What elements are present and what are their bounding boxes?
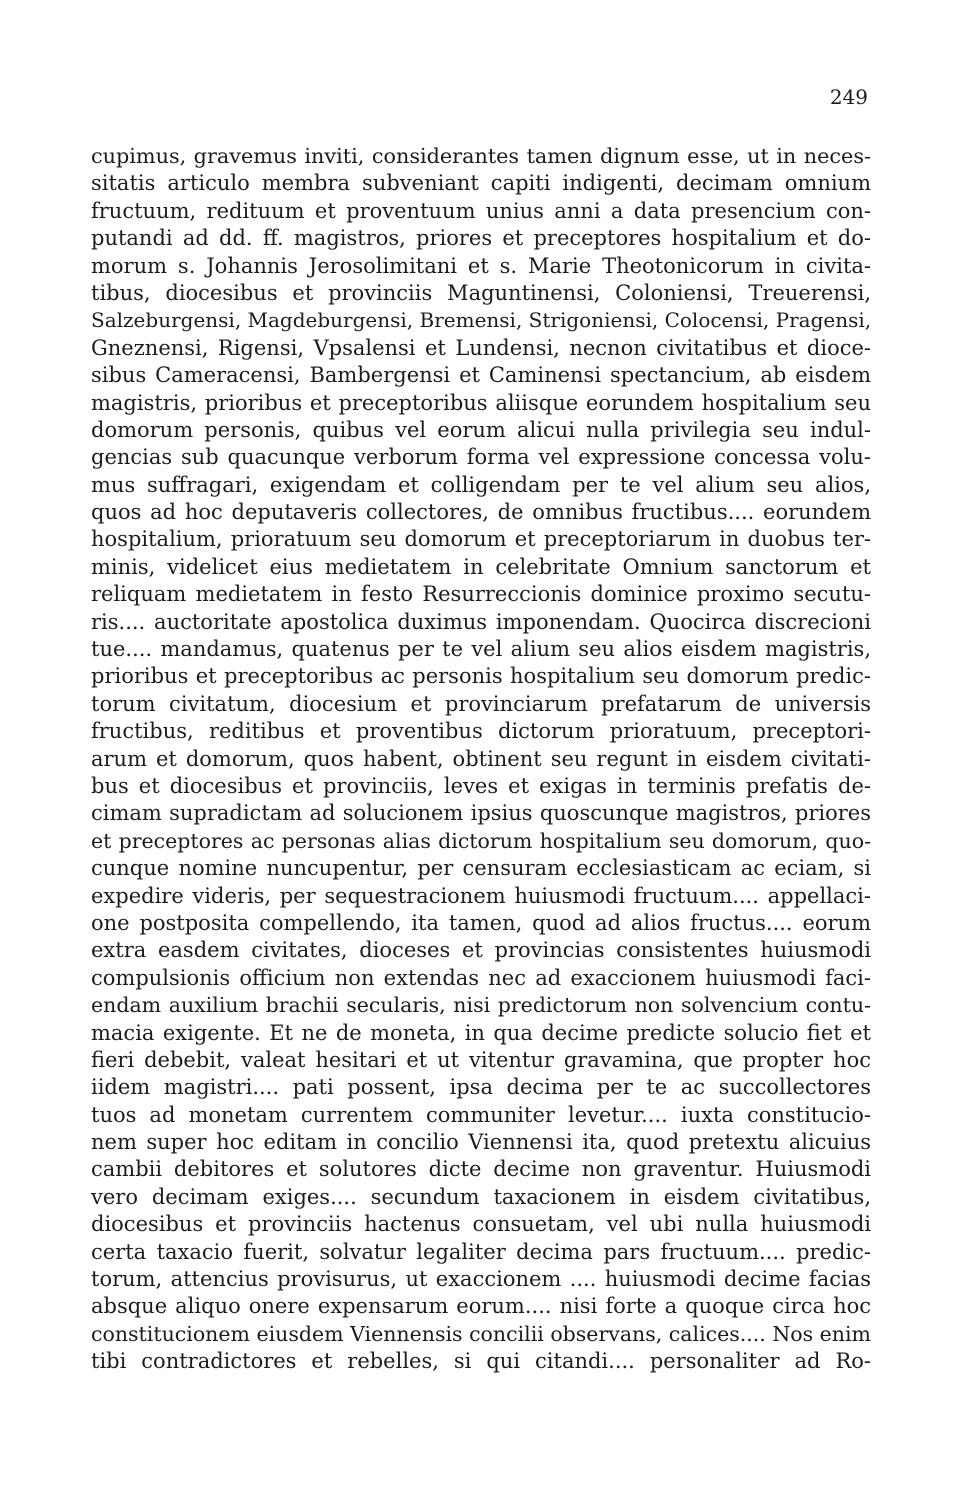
- text-line: macia exigente. Et ne de moneta, in qua decime predicte solucio fiet et: [91, 1020, 871, 1045]
- text-line: fructuum, redituum et proventuum unius anni a data presencium con-: [91, 198, 871, 223]
- text-line: reliquam medietatem in festo Resurreccionis dominice proximo secutu-: [91, 582, 871, 607]
- text-line: iidem magistri.... pati possent, ipsa decima per te ac succollectores: [91, 1075, 871, 1100]
- text-line: et preceptores ac personas alias dictorum hospitalium seu domorum, quo-: [91, 828, 871, 853]
- text-line: torum, attencius provisurus, ut exaccionem .... huiusmodi decime facias: [91, 1267, 871, 1292]
- text-line: cimam supradictam ad solucionem ipsius quoscunque magistros, priores: [91, 801, 871, 826]
- text-line: compulsionis officium non extendas nec ad exaccionem huiusmodi faci-: [91, 965, 871, 990]
- text-line: prioribus et preceptoribus ac personis hospitalium seu domorum predic-: [91, 664, 871, 689]
- text-line: putandi ad dd. ff. magistros, priores et preceptores hospitalium et do-: [91, 226, 871, 251]
- text-line: arum et domorum, quos habent, obtinent seu regunt in eisdem civitati-: [91, 746, 871, 771]
- text-line: absque aliquo onere expensarum eorum.... nisi forte a quoque circa hoc: [91, 1294, 871, 1319]
- text-line: Gneznensi, Rigensi, Vpsalensi et Lundensi, necnon civitatibus et dioce-: [91, 335, 871, 360]
- text-line: vero decimam exiges.... secundum taxacionem in eisdem civitatibus,: [91, 1184, 871, 1209]
- page-number: 249: [829, 85, 868, 109]
- text-line: diocesibus et provinciis hactenus consuetam, vel ubi nulla huiusmodi: [91, 1212, 871, 1237]
- text-line: sibus Cameracensi, Bambergensi et Caminensi spectancium, ab eisdem: [91, 363, 871, 388]
- text-line: extra easdem civitates, dioceses et provincias consistentes huiusmodi: [91, 938, 871, 963]
- body-text: [91, 143, 871, 1376]
- text-line: ris.... auctoritate apostolica duximus imponendam. Quocirca discrecioni: [91, 609, 871, 634]
- text-line: torum civitatum, diocesium et provinciarum prefatarum de universis: [91, 691, 871, 716]
- text-line: Salzeburgensi, Magdeburgensi, Bremensi, Strigoniensi, Colocensi, Pragensi,: [91, 308, 872, 333]
- text-line: bus et diocesibus et provinciis, leves et exigas in terminis prefatis de-: [91, 773, 871, 798]
- text-line: cupimus, gravemus inviti, considerantes tamen dignum esse, ut in neces-: [91, 144, 871, 168]
- text-line: fieri debebit, valeat hesitari et ut vitentur gravamina, que propter hoc: [91, 1047, 871, 1072]
- text-line: endam auxilium brachii secularis, nisi predictorum non solvencium contu-: [91, 993, 871, 1018]
- text-line: tue.... mandamus, quatenus per te vel alium seu alios eisdem magistris,: [91, 637, 871, 662]
- text-line: tibus, diocesibus et provinciis Maguntinensi, Coloniensi, Treuerensi,: [91, 280, 871, 305]
- text-line: minis, videlicet eius medietatem in celebritate Omnium sanctorum et: [91, 554, 871, 579]
- text-line: gencias sub quacunque verborum forma vel expressione concessa volu-: [91, 445, 871, 470]
- text-line: fructibus, reditibus et proventibus dictorum prioratuum, preceptori-: [91, 719, 871, 744]
- text-line: mus suffragari, exigendam et colligendam per te vel alium seu alios,: [91, 472, 871, 497]
- text-line: quos ad hoc deputaveris collectores, de omnibus fructibus.... eorundem: [91, 500, 871, 525]
- text-line: tibi contradictores et rebelles, si qui citandi.... personaliter ad Ro-: [91, 1349, 871, 1374]
- text-line: domorum personis, quibus vel eorum alicui nulla privilegia seu indul-: [91, 417, 871, 442]
- text-line: morum s. Johannis Jerosolimitani et s. Marie Theotonicorum in civita-: [91, 253, 871, 278]
- text-line: sitatis articulo membra subveniant capiti indigenti, decimam omnium: [91, 171, 871, 196]
- text-line: magistris, prioribus et preceptoribus aliisque eorundem hospitalium seu: [91, 390, 871, 415]
- text-line: constitucionem eiusdem Viennensis concilii observans, calices.... Nos enim: [91, 1321, 871, 1346]
- text-line: hospitalium, prioratuum seu domorum et preceptoriarum in duobus ter-: [91, 527, 871, 552]
- text-line: cunque nomine nuncupentur, per censuram ecclesiasticam ac eciam, si: [91, 856, 871, 881]
- text-line: cambii debitores et solutores dicte decime non graventur. Huiusmodi: [91, 1157, 871, 1182]
- text-line: expedire videris, per sequestracionem huiusmodi fructuum.... appellaci-: [91, 883, 871, 908]
- text-line: nem super hoc editam in concilio Viennensi ita, quod pretextu alicuius: [91, 1130, 871, 1155]
- text-line: tuos ad monetam currentem communiter levetur.... iuxta constitucio-: [91, 1102, 871, 1127]
- text-line: certa taxacio fuerit, solvatur legaliter decima pars fructuum.... predic-: [91, 1239, 871, 1264]
- text-line: one postposita compellendo, ita tamen, quod ad alios fructus.... eorum: [91, 910, 871, 935]
